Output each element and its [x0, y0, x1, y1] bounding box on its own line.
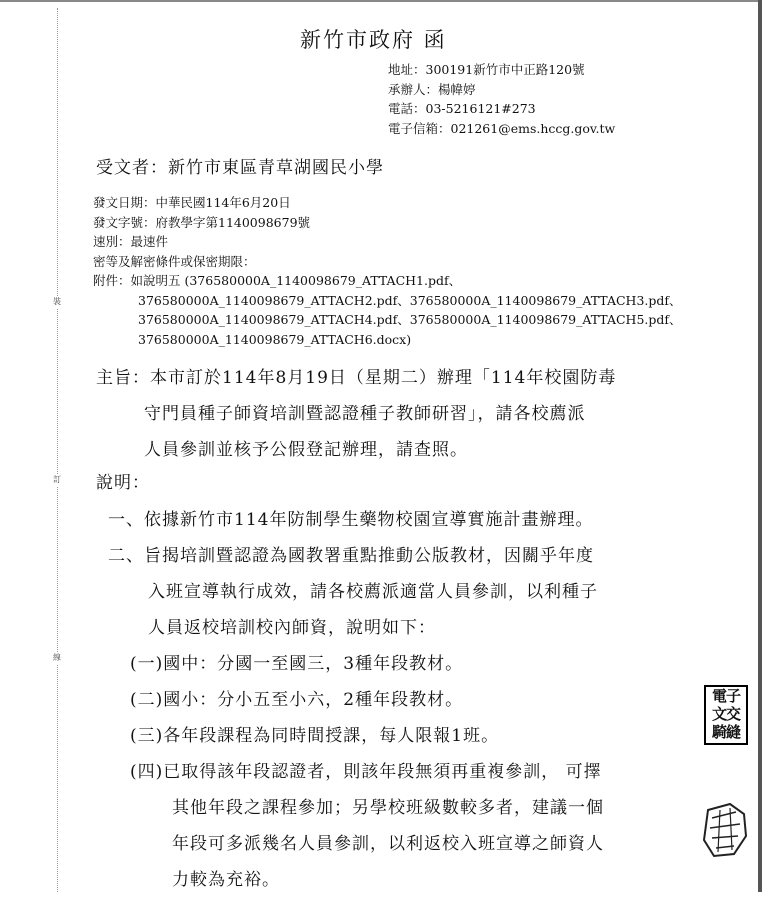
recipient-line: 受文者：新竹市東區青草湖國民小學: [96, 158, 384, 178]
binding-line: [57, 8, 58, 892]
explanation-heading: 說明：: [96, 473, 150, 493]
page-top-edge: [0, 0, 762, 2]
explanation-items: [108, 502, 688, 898]
contact-phone: 電話：03-5216121#273: [388, 101, 536, 116]
item-2-line: 人員返校培訓校內師資，說明如下：: [148, 618, 436, 638]
binding-mark-ding: 訂: [53, 475, 61, 484]
page-right-edge: [758, 0, 762, 892]
stamp-line: 文交: [711, 705, 740, 723]
sub-item-2: (二)國小：分小五至小六，2種年段教材。: [130, 690, 464, 710]
meta-block: [93, 193, 682, 349]
contact-officer: 承辦人：楊幃婷: [388, 81, 476, 97]
meta-attachment-line: 附件：如說明五 (376580000A_1140098679_ATTACH1.pdf、: [93, 273, 462, 288]
electronic-seam-stamp: [704, 685, 748, 745]
meta-attachment-line: 376580000A_1140098679_ATTACH6.docx): [138, 331, 412, 347]
binding-mark-xian: 線: [53, 653, 61, 662]
item-2-line: 入班宣導執行成效，請各校薦派適當人員參訓，以利種子: [148, 582, 598, 602]
meta-doc-number: 發文字號：府教學字第1140098679號: [93, 214, 311, 230]
meta-attachment-line: 376580000A_1140098679_ATTACH2.pdf、376580000A_1140098679_ATTACH3.pdf、: [138, 292, 682, 308]
subject-line: 主旨：本市訂於114年8月19日（星期二）辦理「114年校園防毒: [96, 368, 617, 388]
stamp-line: 騎縫: [711, 723, 740, 741]
sub-item-4-line: (四)已取得該年段認證者，則該年段無須再重複參訓， 可擇: [130, 762, 602, 782]
subject-block: [96, 360, 696, 468]
document-title: 新竹市政府 函: [300, 28, 447, 52]
contact-email: 電子信箱：021261@ems.hccg.gov.tw: [388, 120, 616, 136]
subject-line: 人員參訓並核予公假登記辦理，請查照。: [144, 440, 468, 460]
sub-item-3: (三)各年段課程為同時間授課，每人限報1班。: [130, 726, 500, 746]
item-1: 一、依據新竹市114年防制學生藥物校園宣導實施計畫辦理。: [108, 510, 594, 530]
meta-speed: 速別：最速件: [93, 234, 169, 249]
stamp-line: 電子: [711, 687, 740, 705]
meta-attachment-line: 376580000A_1140098679_ATTACH4.pdf、376580000A_1140098679_ATTACH5.pdf、: [138, 312, 682, 327]
meta-secrecy: 密等及解密條件或保密期限：: [93, 253, 256, 269]
subject-line: 守門員種子師資培訓暨認證種子教師研習」，請各校薦派: [144, 404, 586, 424]
contact-block: [388, 60, 615, 138]
binding-mark-zhuang: 裝: [53, 297, 61, 306]
sub-item-1: (一)國中：分國一至國三，3種年段教材。: [130, 654, 464, 674]
contact-address: 地址：300191新竹市中正路120號: [388, 62, 585, 77]
sub-item-4-line: 年段可多派幾名人員參訓，以利返校入班宣導之師資人: [172, 834, 604, 854]
official-seal-icon: [700, 800, 750, 860]
sub-item-4-line: 其他年段之課程參加；另學校班級數較多者，建議一個: [172, 798, 604, 818]
meta-date: 發文日期：中華民國114年6月20日: [93, 195, 291, 210]
item-2-line: 二、旨揭培訓暨認證為國教署重點推動公版教材，因關乎年度: [108, 546, 594, 566]
sub-item-4-line: 力較為充裕。: [172, 870, 280, 890]
